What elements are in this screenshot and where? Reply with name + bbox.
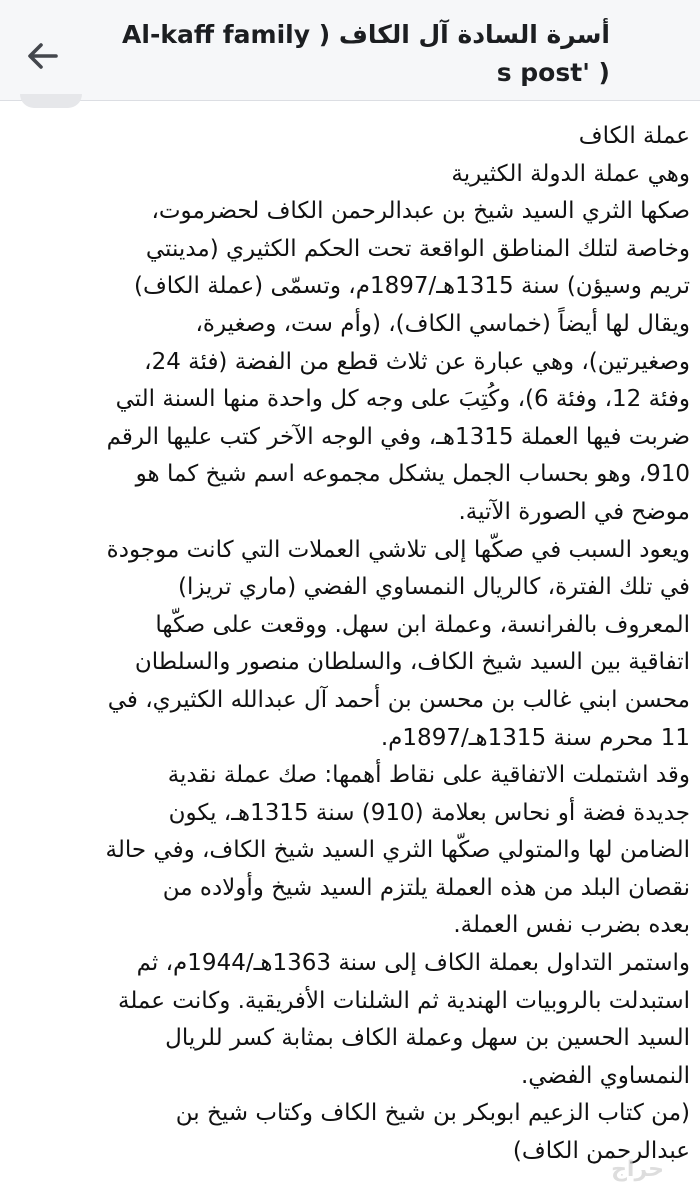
post-line: تريم وسيؤن) سنة 1315هـ/1897م، وتسمّى (عملة الكاف) xyxy=(133,273,690,300)
post-line: وقد اشتملت الاتفاقية على نقاط أهمها: صك عملة نقدية xyxy=(167,762,690,789)
post-line: المعروف بالفرانسة، وعملة ابن سهل. ووقعت على صكّها xyxy=(155,611,690,638)
post-line: استبدلت بالروبيات الهندية ثم الشلنات الأفريقية. وكانت عملة xyxy=(117,987,690,1014)
avatar[interactable] xyxy=(20,94,82,108)
post-line: النمساوي الفضي. xyxy=(520,1062,690,1089)
post-line: ويعود السبب في صكّها إلى تلاشي العملات التي كانت موجودة xyxy=(106,536,690,563)
post-line: جديدة فضة أو نحاس بعلامة (910) سنة 1315هـ، يكون xyxy=(168,799,690,826)
post-line: موضح في الصورة الآتية. xyxy=(458,498,690,525)
post-line: ويقال لها أيضاً (خماسي الكاف)، (وأم ست، وصغيرة، xyxy=(195,310,690,337)
post-line: واستمر التداول بعملة الكاف إلى سنة 1363هـ/1944م، ثم xyxy=(136,950,690,977)
post-line: نقصان البلد من هذه العملة يلتزم السيد شيخ وأولاده من xyxy=(162,874,690,901)
post-line: وهي عملة الدولة الكثيرية xyxy=(451,160,690,187)
page-title-line-1: أسرة السادة آل الكاف ( Al-kaff family xyxy=(122,20,610,49)
post-line: ضربت فيها العملة 1315هـ، وفي الوجه الآخر كتب عليها الرقم xyxy=(106,423,690,450)
post-line: وفئة 12، وفئة 6)، وكُتِبَ على وجه كل واحدة منها السنة التي xyxy=(115,386,690,413)
post-line: (من كتاب الزعيم ابوبكر بن شيخ الكاف وكتاب شيخ بن xyxy=(175,1100,690,1127)
post-line: وخاصة لتلك المناطق الواقعة تحت الحكم الكثيري (مدينتي xyxy=(145,235,690,262)
post-line: صكها الثري السيد شيخ بن عبدالرحمن الكاف لحضرموت، xyxy=(151,198,690,225)
back-button[interactable] xyxy=(22,36,62,76)
page-title[interactable] xyxy=(110,16,610,92)
post-line: بعده بضرب نفس العملة. xyxy=(453,912,690,939)
arrow-left-icon xyxy=(22,36,62,76)
post-line: اتفاقية بين السيد شيخ الكاف، والسلطان منصور والسلطان xyxy=(134,649,690,676)
post-line: محسن ابني غالب بن محسن بن أحمد آل عبدالله الكثيري، في xyxy=(107,686,690,713)
post-line: عبدالرحمن الكاف) xyxy=(512,1138,690,1165)
post-line: وصغيرتين)، وهي عبارة عن ثلاث قطع من الفضة (فئة 24، xyxy=(144,348,690,375)
post-line: في تلك الفترة، كالريال النمساوي الفضي (ماري تريزا) xyxy=(177,574,690,601)
post-text xyxy=(0,118,690,1171)
post-line: 910، وهو بحساب الجمل يشكل مجموعه اسم شيخ كما هو xyxy=(135,461,690,488)
post-line: عملة الكاف xyxy=(578,123,690,149)
post-line: السيد الحسين بن سهل وعملة الكاف بمثابة كسر للريال xyxy=(165,1025,690,1052)
post-line: الضامن لها والمتولي صكّها الثري السيد شيخ الكاف، وفي حالة xyxy=(105,837,690,864)
post-line: 11 محرم سنة 1315هـ/1897م. xyxy=(380,724,690,751)
watermark: حراج xyxy=(611,1157,664,1182)
app-header xyxy=(0,0,700,101)
page-title-line-2: ( 's post xyxy=(496,58,610,87)
